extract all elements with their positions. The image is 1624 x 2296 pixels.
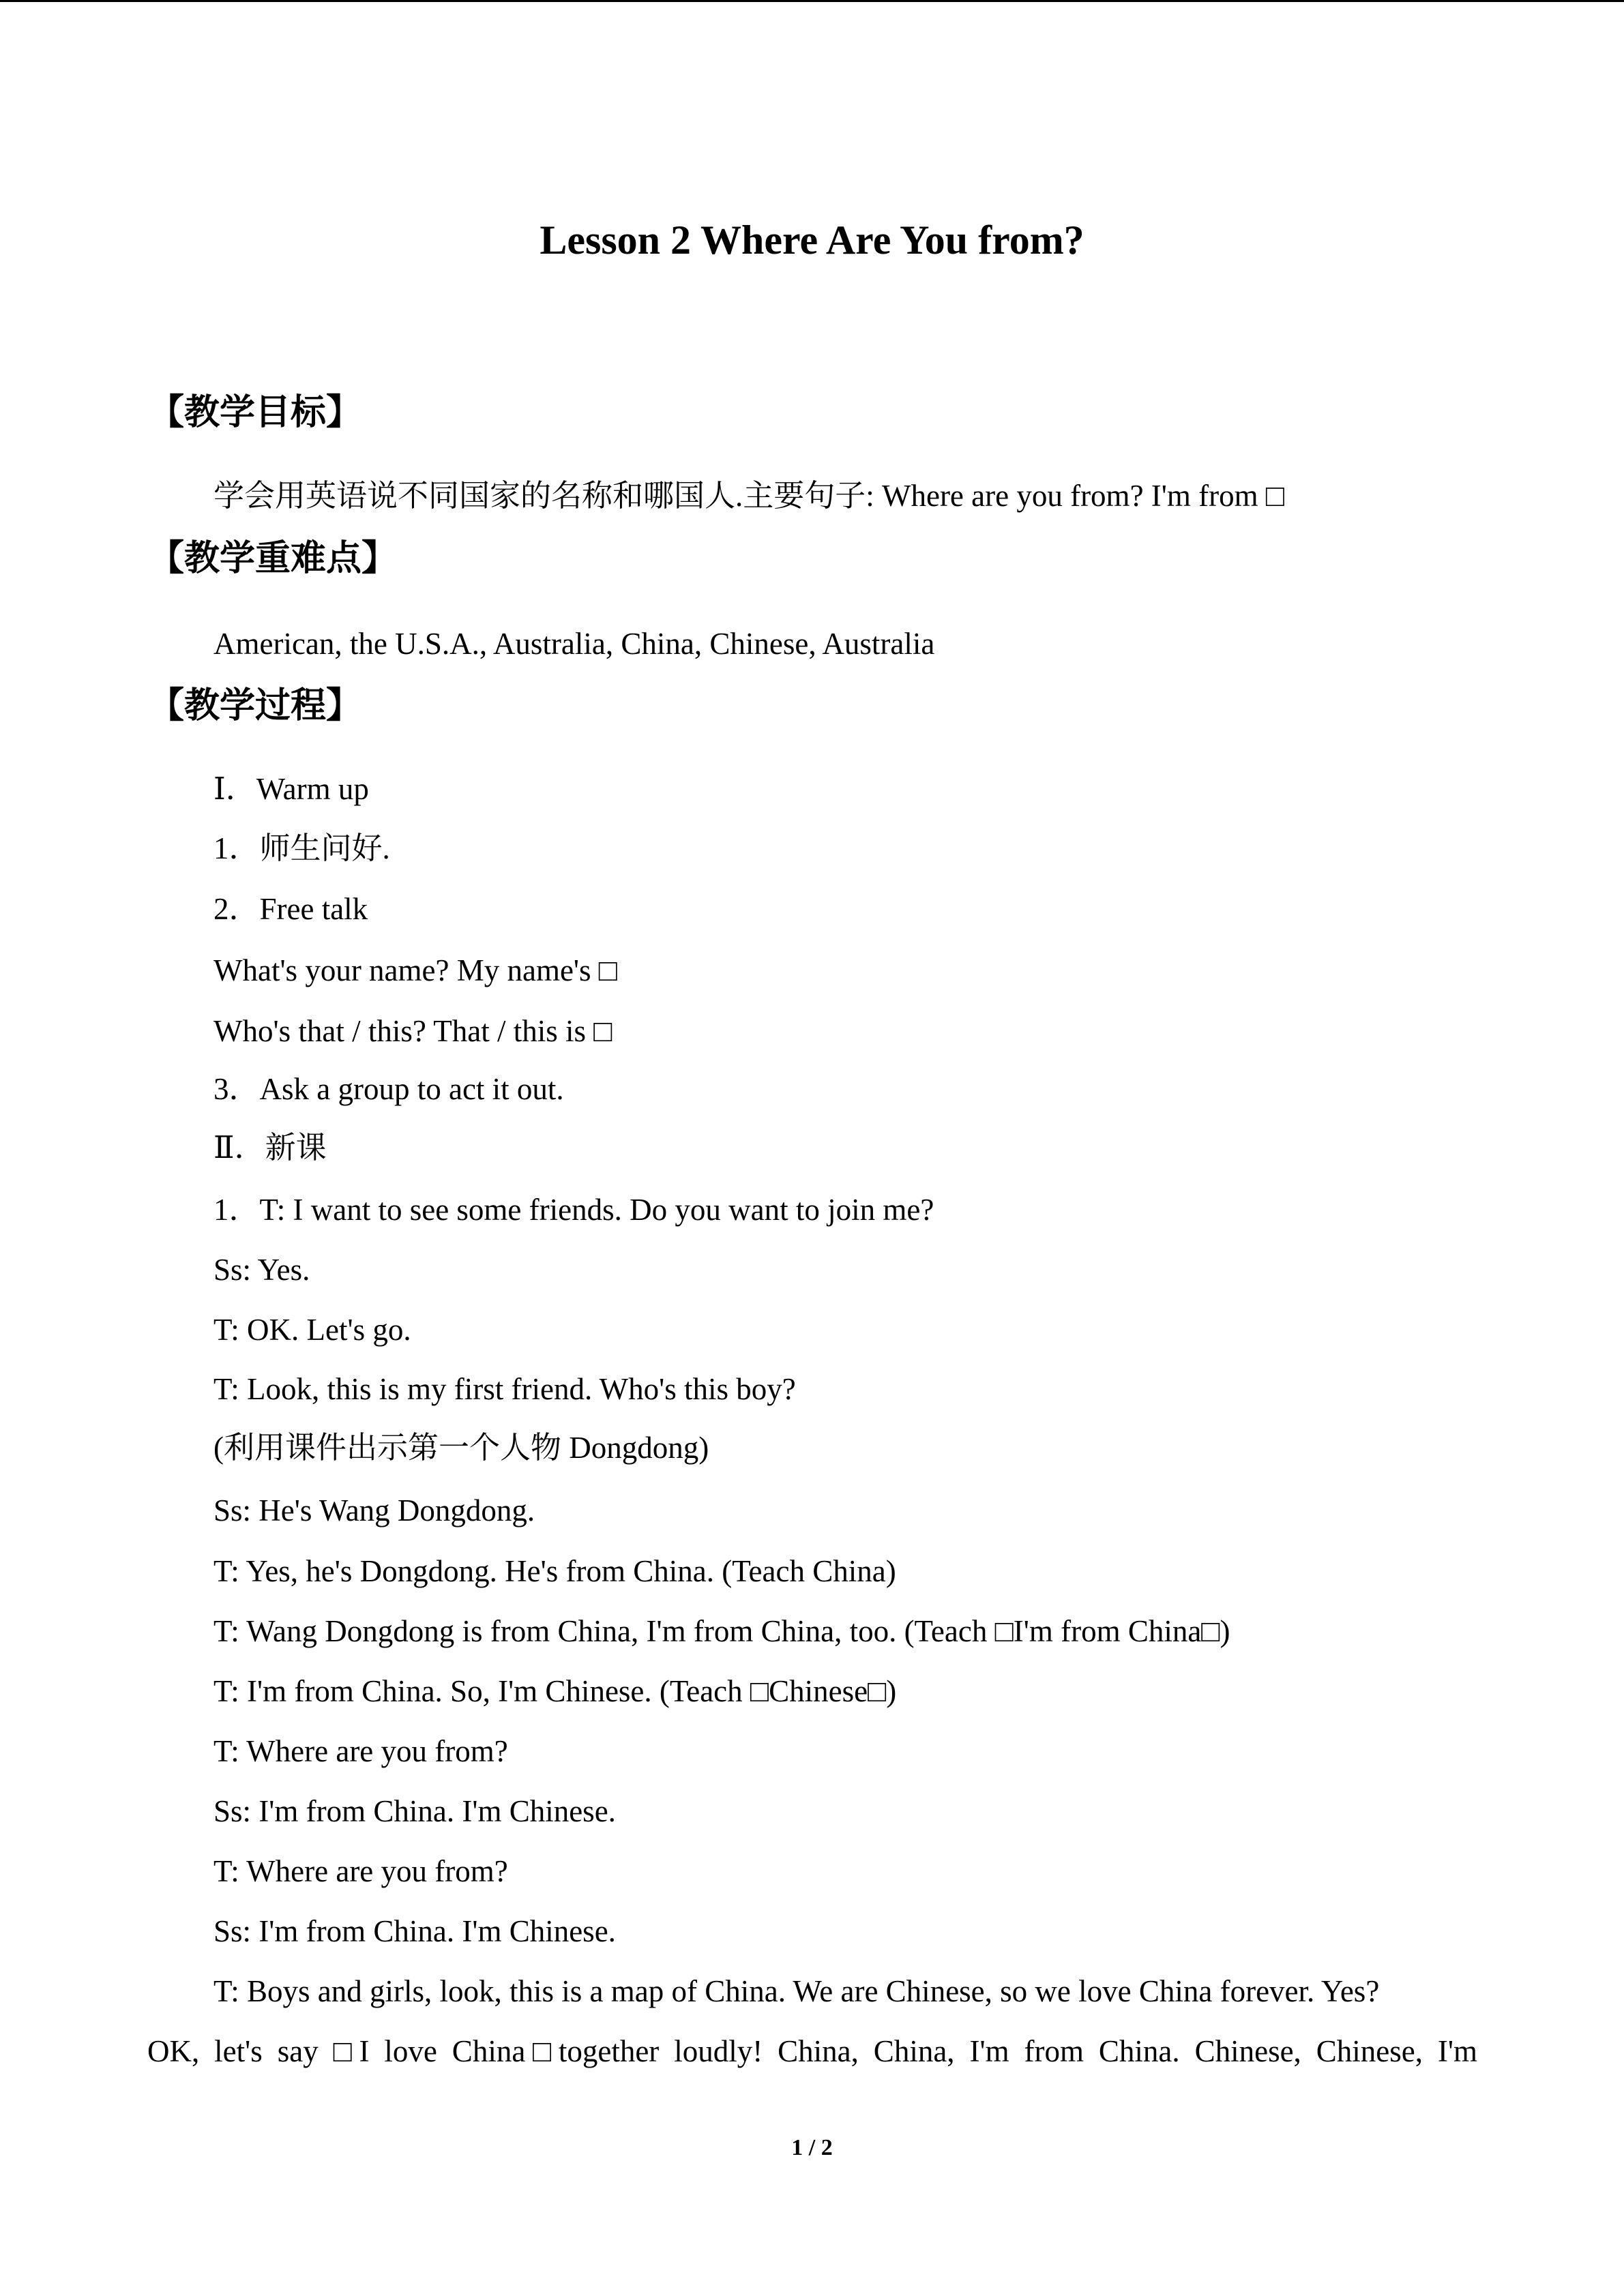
process-line: Who's that / this? That / this is □ <box>213 1014 612 1048</box>
process-line: T: OK. Let's go. <box>213 1313 411 1347</box>
process-line-continuation: OK, let's say □I love China□together loudly! China, China, I'm from China. Chinese, Chinese, I'm <box>147 2034 1477 2068</box>
process-line: Ss: I'm from China. I'm Chinese. <box>213 1794 616 1828</box>
section-heading-key-points: 【教学重难点】 <box>149 538 398 579</box>
process-line: Ss: Yes. <box>213 1253 310 1287</box>
process-line: 1．师生问好. <box>213 831 390 865</box>
objectives-text: 学会用英语说不同国家的名称和哪国人.主要句子: Where are you from? I'm from □ <box>213 479 1285 513</box>
key-points-text: American, the U.S.A., Australia, China, Chinese, Australia <box>213 627 935 661</box>
process-line: 2．Free talk <box>213 892 368 926</box>
page-number: 1 / 2 <box>791 2135 833 2160</box>
process-line: T: Where are you from? <box>213 1734 508 1768</box>
section-heading-process: 【教学过程】 <box>149 685 362 726</box>
process-line: (利用课件出示第一个人物 Dongdong) <box>213 1431 709 1465</box>
process-line: Ss: I'm from China. I'm Chinese. <box>213 1914 616 1948</box>
process-line: T: I'm from China. So, I'm Chinese. (Teach □Chinese□) <box>213 1674 897 1708</box>
process-line: 1．T: I want to see some friends. Do you want to join me? <box>213 1193 934 1227</box>
section-heading-objectives: 【教学目标】 <box>149 392 362 433</box>
process-line: What's your name? My name's □ <box>213 953 617 987</box>
process-line: Ss: He's Wang Dongdong. <box>213 1493 535 1527</box>
top-border-line <box>0 0 1624 2</box>
process-line: T: Yes, he's Dongdong. He's from China. (Teach China) <box>213 1554 896 1588</box>
document-title: Lesson 2 Where Are You from? <box>540 218 1084 263</box>
process-line: T: Look, this is my first friend. Who's this boy? <box>213 1372 796 1406</box>
process-line: T: Wang Dongdong is from China, I'm from China, too. (Teach □I'm from China□) <box>213 1614 1230 1648</box>
process-line: Ⅰ．Warm up <box>213 772 369 806</box>
process-line: T: Boys and girls, look, this is a map of China. We are Chinese, so we love China forever. Yes? <box>213 1974 1380 2008</box>
process-line: 3．Ask a group to act it out. <box>213 1072 564 1106</box>
process-line: Ⅱ．新课 <box>213 1131 327 1165</box>
process-line: T: Where are you from? <box>213 1854 508 1888</box>
